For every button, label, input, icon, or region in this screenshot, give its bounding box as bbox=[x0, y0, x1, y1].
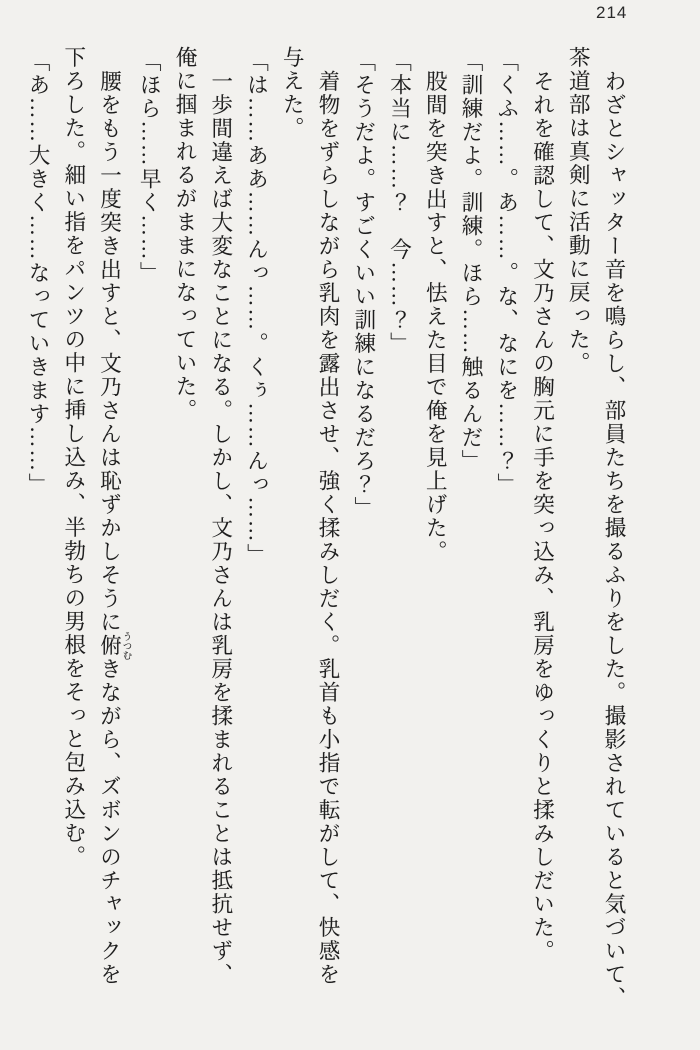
text-line-dialogue: 「本当に……？ 今……？」 bbox=[387, 50, 412, 356]
ruby-text: うつむ bbox=[120, 631, 131, 660]
ruby-furigana bbox=[97, 631, 131, 660]
vertical-text-block bbox=[19, 46, 631, 1026]
text-line: 茶道部は真剣に活動に戻った。 bbox=[566, 46, 591, 375]
text-line: 俺に掴まれるがままになっていた。 bbox=[173, 46, 197, 422]
ruby-base: 俯 bbox=[97, 631, 122, 660]
text-line: わざとシャッター音を鳴らし、部員たちを撮るふりをした。撮影されていると気づいて、 bbox=[602, 70, 626, 1010]
text-line-dialogue: 「あ……大きく……なっていきます……」 bbox=[26, 50, 50, 497]
text-line-dialogue: 「ほら……早く……」 bbox=[137, 50, 162, 285]
text-segment: きながら、ズボンのチャックを bbox=[97, 657, 122, 987]
text-line: 股間を突き出すと、怯えた目で俺を見上げた。 bbox=[423, 70, 448, 564]
text-line: 一歩間違えば大変なことになる。しかし、文乃さんは乳房を揉まれることは抵抗せず、 bbox=[208, 70, 233, 987]
text-line: 下ろした。細い指をパンツの中に挿し込み、半勃ちの男根をそっと包み込む。 bbox=[61, 46, 86, 869]
text-line: 着物をずらしながら乳肉を露出させ、強く揉みしだく。乳首も小指で転がして、快感を bbox=[316, 70, 340, 987]
page-number: 214 bbox=[596, 3, 628, 22]
text-line-with-furigana bbox=[91, 46, 131, 1026]
text-line: 与えた。 bbox=[280, 46, 305, 140]
text-line-dialogue: 「は……ああ……んっ……。くぅ……んっ……」 bbox=[244, 50, 269, 567]
text-line: それを確認して、文乃さんの胸元に手を突っ込み、乳房をゆっくりと揉みしだいた。 bbox=[530, 70, 555, 963]
text-segment: 腰をもう一度突き出すと、文乃さんは恥ずかしそうに bbox=[97, 70, 122, 634]
text-line-dialogue: 「訓練だよ。訓練。ほら……触るんだ」 bbox=[459, 50, 483, 473]
text-line-dialogue: 「くふ……。あ……。な、なにを……？」 bbox=[494, 50, 519, 497]
text-line-dialogue: 「そうだよ。すごくいい訓練になるだろ？」 bbox=[351, 50, 376, 520]
